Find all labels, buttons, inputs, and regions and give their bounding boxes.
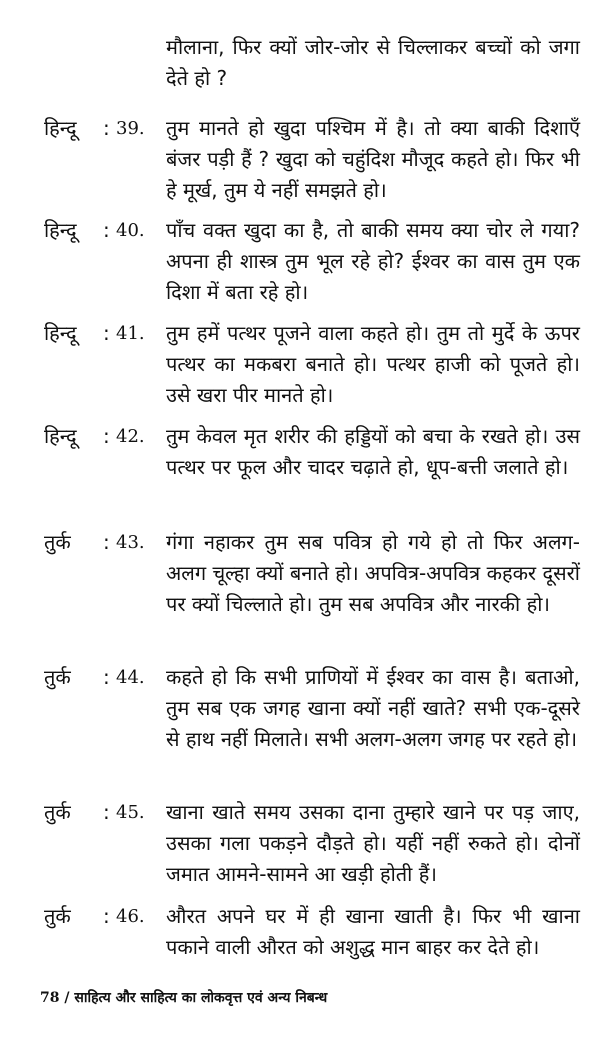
entry-text: गंगा नहाकर तुम सब पवित्र हो गये हो तो फिर अलग-अलग चूल्हा क्यों बनाते हो। अपवित्र-अपवित्र कहकर दूसरों पर क्यों चिल्लाते हो। तुम सब अपवित्र और नारकी हो। <box>166 530 580 616</box>
speaker-label: हिन्दू <box>44 424 77 448</box>
entry-number: 42. <box>116 426 145 447</box>
entry-text: कहते हो कि सभी प्राणियों में ईश्वर का वास है। बताओ, तुम सब एक जगह खाना क्यों नहीं खाते? सभी एक-दूसरे से हाथ नहीं मिलाते। सभी अलग-अलग जगह पर रहते हो। <box>166 665 580 751</box>
entry-text: तुम केवल मृत शरीर की हड्डियों को बचा के रखते हो। उस पत्थर पर फूल और चादर चढ़ाते हो, धूप-बत्ती जलाते हो। <box>166 424 580 479</box>
entry-number: 41. <box>116 323 145 344</box>
speaker-label: हिन्दू <box>44 116 77 140</box>
colon-separator: : <box>103 665 110 689</box>
speaker-label: तुर्क <box>44 665 71 689</box>
speaker-label: हिन्दू <box>44 218 77 242</box>
colon-separator: : <box>103 321 110 345</box>
book-title: साहित्य और साहित्य का लोकवृत्त एवं अन्य निबन्ध <box>74 990 328 1006</box>
entry-number: 39. <box>116 118 145 139</box>
colon-separator: : <box>103 218 110 242</box>
colon-separator: : <box>103 530 110 554</box>
entry-number: 44. <box>116 667 145 688</box>
entry-text: औरत अपने घर में ही खाना खाती है। फिर भी खाना पकाने वाली औरत को अशुद्ध मान बाहर कर देते हो। <box>166 904 580 959</box>
colon-separator: : <box>103 424 110 448</box>
speaker-label: तुर्क <box>44 530 71 554</box>
footer-separator: / <box>59 990 75 1006</box>
page-number: 78 <box>40 990 60 1006</box>
colon-separator: : <box>103 800 110 824</box>
entry-text: तुम मानते हो खुदा पश्चिम में है। तो क्या बाकी दिशाएँ बंजर पड़ी हैं ? खुदा को चहुंदिश मौजूद कहते हो। फिर भी हे मूर्ख, तुम ये नहीं समझते हो। <box>166 116 580 202</box>
colon-separator: : <box>103 116 110 140</box>
page-footer <box>40 988 580 1008</box>
entry-number: 46. <box>116 906 145 927</box>
speaker-label: हिन्दू <box>44 321 77 345</box>
speaker-label: तुर्क <box>44 800 71 824</box>
colon-separator: : <box>103 904 110 928</box>
entry-number: 45. <box>116 802 145 823</box>
entry-number: 43. <box>116 532 145 553</box>
entry-text: खाना खाते समय उसका दाना तुम्हारे खाने पर पड़ जाए, उसका गला पकड़ने दौड़ते हो। यहीं नहीं रुकते हो। दोनों जमात आमने-सामने आ खड़ी होती हैं। <box>166 800 580 886</box>
entry-number: 40. <box>116 220 145 241</box>
continued-paragraph: मौलाना, फिर क्यों जोर-जोर से चिल्लाकर बच्चों को जगा देते हो ? <box>166 35 580 90</box>
speaker-label: तुर्क <box>44 904 71 928</box>
entry-text: पाँच वक्त खुदा का है, तो बाकी समय क्या चोर ले गया? अपना ही शास्त्र तुम भूल रहे हो? ईश्वर का वास तुम एक दिशा में बता रहे हो। <box>166 218 580 304</box>
entry-text: तुम हमें पत्थर पूजने वाला कहते हो। तुम तो मुर्दे के ऊपर पत्थर का मकबरा बनाते हो। पत्थर हाजी को पूजते हो। उसे खरा पीर मानते हो। <box>166 321 580 407</box>
